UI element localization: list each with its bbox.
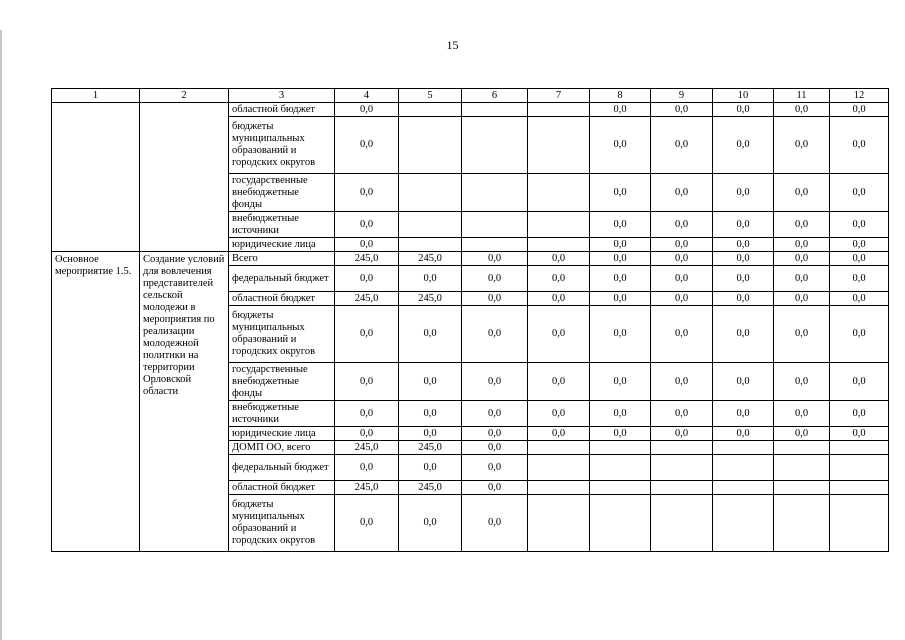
value-cell: 0,0 bbox=[462, 441, 528, 455]
value-cell: 0,0 bbox=[590, 292, 651, 306]
value-cell: 245,0 bbox=[335, 252, 399, 266]
header-cell: 1 bbox=[52, 89, 140, 103]
value-cell: 0,0 bbox=[774, 117, 830, 174]
value-cell bbox=[462, 238, 528, 252]
header-row bbox=[52, 89, 889, 103]
value-cell: 0,0 bbox=[830, 252, 889, 266]
source-cell: бюджеты муниципальных образований и городских округов bbox=[229, 495, 335, 552]
source-cell: государственные внебюджетные фонды bbox=[229, 174, 335, 212]
value-cell: 0,0 bbox=[335, 238, 399, 252]
value-cell: 0,0 bbox=[528, 363, 590, 401]
value-cell: 0,0 bbox=[830, 363, 889, 401]
source-cell: государственные внебюджетные фонды bbox=[229, 363, 335, 401]
value-cell: 0,0 bbox=[651, 306, 713, 363]
source-cell: ДОМП ОО, всего bbox=[229, 441, 335, 455]
value-cell: 0,0 bbox=[462, 306, 528, 363]
value-cell: 0,0 bbox=[774, 252, 830, 266]
value-cell: 0,0 bbox=[830, 117, 889, 174]
value-cell bbox=[528, 481, 590, 495]
value-cell: 0,0 bbox=[651, 238, 713, 252]
value-cell: 245,0 bbox=[335, 481, 399, 495]
value-cell: 0,0 bbox=[462, 455, 528, 481]
value-cell: 0,0 bbox=[462, 401, 528, 427]
header-cell: 5 bbox=[399, 89, 462, 103]
value-cell bbox=[774, 481, 830, 495]
value-cell: 0,0 bbox=[335, 174, 399, 212]
value-cell bbox=[399, 174, 462, 212]
value-cell: 0,0 bbox=[590, 238, 651, 252]
value-cell: 245,0 bbox=[399, 481, 462, 495]
value-cell: 0,0 bbox=[590, 401, 651, 427]
value-cell: 0,0 bbox=[830, 427, 889, 441]
value-cell bbox=[590, 441, 651, 455]
value-cell: 0,0 bbox=[830, 212, 889, 238]
value-cell: 0,0 bbox=[830, 401, 889, 427]
value-cell: 0,0 bbox=[651, 103, 713, 117]
value-cell: 0,0 bbox=[399, 455, 462, 481]
value-cell: 0,0 bbox=[713, 266, 774, 292]
value-cell: 0,0 bbox=[651, 292, 713, 306]
value-cell bbox=[830, 441, 889, 455]
value-cell: 0,0 bbox=[774, 266, 830, 292]
source-cell: юридические лица bbox=[229, 427, 335, 441]
value-cell bbox=[830, 495, 889, 552]
source-cell: Всего bbox=[229, 252, 335, 266]
value-cell: 0,0 bbox=[462, 495, 528, 552]
value-cell: 0,0 bbox=[590, 174, 651, 212]
value-cell: 0,0 bbox=[830, 103, 889, 117]
budget-table bbox=[51, 88, 889, 552]
value-cell: 0,0 bbox=[830, 306, 889, 363]
value-cell bbox=[713, 455, 774, 481]
value-cell bbox=[399, 117, 462, 174]
value-cell bbox=[399, 238, 462, 252]
value-cell: 245,0 bbox=[335, 441, 399, 455]
value-cell: 0,0 bbox=[651, 212, 713, 238]
source-cell: бюджеты муниципальных образований и городских округов bbox=[229, 306, 335, 363]
value-cell: 0,0 bbox=[590, 212, 651, 238]
table-row bbox=[52, 103, 889, 117]
value-cell bbox=[528, 238, 590, 252]
value-cell: 0,0 bbox=[713, 103, 774, 117]
value-cell: 0,0 bbox=[528, 427, 590, 441]
value-cell bbox=[830, 455, 889, 481]
value-cell: 0,0 bbox=[335, 306, 399, 363]
value-cell bbox=[651, 495, 713, 552]
value-cell: 0,0 bbox=[830, 292, 889, 306]
value-cell: 0,0 bbox=[651, 427, 713, 441]
value-cell: 0,0 bbox=[590, 117, 651, 174]
value-cell bbox=[590, 495, 651, 552]
value-cell: 0,0 bbox=[774, 363, 830, 401]
value-cell: 0,0 bbox=[713, 306, 774, 363]
value-cell: 0,0 bbox=[590, 266, 651, 292]
value-cell: 0,0 bbox=[713, 117, 774, 174]
header-cell: 2 bbox=[140, 89, 229, 103]
value-cell: 245,0 bbox=[399, 441, 462, 455]
value-cell: 0,0 bbox=[651, 252, 713, 266]
value-cell bbox=[462, 103, 528, 117]
value-cell bbox=[528, 495, 590, 552]
value-cell: 245,0 bbox=[399, 292, 462, 306]
value-cell: 0,0 bbox=[462, 363, 528, 401]
value-cell bbox=[528, 174, 590, 212]
value-cell bbox=[462, 212, 528, 238]
value-cell: 0,0 bbox=[335, 117, 399, 174]
value-cell: 0,0 bbox=[590, 103, 651, 117]
value-cell: 0,0 bbox=[651, 266, 713, 292]
value-cell: 0,0 bbox=[651, 363, 713, 401]
value-cell: 0,0 bbox=[774, 103, 830, 117]
value-cell: 0,0 bbox=[335, 363, 399, 401]
value-cell bbox=[399, 212, 462, 238]
description-cell-empty bbox=[140, 103, 229, 252]
value-cell bbox=[830, 481, 889, 495]
page-left-edge bbox=[0, 30, 2, 640]
value-cell: 0,0 bbox=[528, 306, 590, 363]
value-cell: 0,0 bbox=[713, 401, 774, 427]
value-cell: 0,0 bbox=[713, 212, 774, 238]
value-cell bbox=[399, 103, 462, 117]
value-cell: 0,0 bbox=[713, 363, 774, 401]
value-cell bbox=[774, 495, 830, 552]
value-cell bbox=[462, 117, 528, 174]
value-cell: 0,0 bbox=[462, 292, 528, 306]
header-cell: 9 bbox=[651, 89, 713, 103]
value-cell: 0,0 bbox=[590, 306, 651, 363]
value-cell: 0,0 bbox=[399, 363, 462, 401]
value-cell: 0,0 bbox=[590, 427, 651, 441]
value-cell: 0,0 bbox=[713, 174, 774, 212]
table-row bbox=[52, 252, 889, 266]
source-cell: бюджеты муниципальных образований и городских округов bbox=[229, 117, 335, 174]
value-cell: 0,0 bbox=[399, 427, 462, 441]
value-cell: 0,0 bbox=[335, 401, 399, 427]
value-cell: 0,0 bbox=[830, 174, 889, 212]
header-cell: 3 bbox=[229, 89, 335, 103]
value-cell: 0,0 bbox=[335, 212, 399, 238]
value-cell bbox=[590, 455, 651, 481]
value-cell: 0,0 bbox=[590, 363, 651, 401]
value-cell bbox=[713, 441, 774, 455]
value-cell bbox=[774, 441, 830, 455]
header-cell: 10 bbox=[713, 89, 774, 103]
value-cell bbox=[528, 117, 590, 174]
source-cell: областной бюджет bbox=[229, 103, 335, 117]
value-cell: 0,0 bbox=[528, 266, 590, 292]
value-cell: 0,0 bbox=[774, 427, 830, 441]
value-cell: 0,0 bbox=[335, 103, 399, 117]
value-cell: 0,0 bbox=[774, 306, 830, 363]
value-cell: 245,0 bbox=[335, 292, 399, 306]
value-cell: 0,0 bbox=[335, 266, 399, 292]
value-cell: 0,0 bbox=[713, 292, 774, 306]
header-cell: 7 bbox=[528, 89, 590, 103]
value-cell: 0,0 bbox=[774, 401, 830, 427]
header-cell: 8 bbox=[590, 89, 651, 103]
source-cell: областной бюджет bbox=[229, 292, 335, 306]
value-cell: 0,0 bbox=[399, 266, 462, 292]
value-cell: 0,0 bbox=[399, 306, 462, 363]
value-cell: 0,0 bbox=[774, 212, 830, 238]
measure-cell-empty bbox=[52, 103, 140, 252]
value-cell bbox=[528, 212, 590, 238]
value-cell: 0,0 bbox=[335, 427, 399, 441]
value-cell: 0,0 bbox=[774, 174, 830, 212]
value-cell: 0,0 bbox=[335, 495, 399, 552]
value-cell: 0,0 bbox=[713, 238, 774, 252]
value-cell bbox=[713, 495, 774, 552]
value-cell bbox=[528, 103, 590, 117]
value-cell: 0,0 bbox=[462, 481, 528, 495]
value-cell: 0,0 bbox=[774, 238, 830, 252]
value-cell bbox=[528, 455, 590, 481]
source-cell: федеральный бюджет bbox=[229, 455, 335, 481]
value-cell: 0,0 bbox=[335, 455, 399, 481]
measure-label: Основное мероприятие 1.5. bbox=[52, 252, 140, 552]
value-cell bbox=[590, 481, 651, 495]
value-cell: 0,0 bbox=[528, 252, 590, 266]
value-cell: 0,0 bbox=[462, 427, 528, 441]
value-cell: 0,0 bbox=[651, 174, 713, 212]
source-cell: федеральный бюджет bbox=[229, 266, 335, 292]
value-cell: 0,0 bbox=[713, 252, 774, 266]
value-cell: 0,0 bbox=[528, 401, 590, 427]
value-cell bbox=[651, 481, 713, 495]
value-cell: 0,0 bbox=[462, 266, 528, 292]
value-cell bbox=[528, 441, 590, 455]
source-cell: юридические лица bbox=[229, 238, 335, 252]
value-cell: 0,0 bbox=[399, 401, 462, 427]
header-cell: 11 bbox=[774, 89, 830, 103]
value-cell: 0,0 bbox=[528, 292, 590, 306]
measure-description: Создание условий для вовлечения представителей сельской молодежи в мероприятия по реализации молодежной политики на территории Орловской области bbox=[140, 252, 229, 552]
value-cell bbox=[651, 441, 713, 455]
value-cell: 0,0 bbox=[399, 495, 462, 552]
source-cell: внебюджетные источники bbox=[229, 401, 335, 427]
value-cell bbox=[462, 174, 528, 212]
value-cell: 0,0 bbox=[462, 252, 528, 266]
source-cell: областной бюджет bbox=[229, 481, 335, 495]
value-cell: 0,0 bbox=[830, 238, 889, 252]
value-cell: 0,0 bbox=[590, 252, 651, 266]
value-cell: 245,0 bbox=[399, 252, 462, 266]
value-cell bbox=[651, 455, 713, 481]
source-cell: внебюджетные источники bbox=[229, 212, 335, 238]
page-number: 15 bbox=[446, 38, 459, 52]
value-cell bbox=[713, 481, 774, 495]
value-cell: 0,0 bbox=[713, 427, 774, 441]
header-cell: 6 bbox=[462, 89, 528, 103]
value-cell: 0,0 bbox=[651, 401, 713, 427]
value-cell: 0,0 bbox=[774, 292, 830, 306]
value-cell: 0,0 bbox=[830, 266, 889, 292]
value-cell bbox=[774, 455, 830, 481]
header-cell: 4 bbox=[335, 89, 399, 103]
value-cell: 0,0 bbox=[651, 117, 713, 174]
header-cell: 12 bbox=[830, 89, 889, 103]
